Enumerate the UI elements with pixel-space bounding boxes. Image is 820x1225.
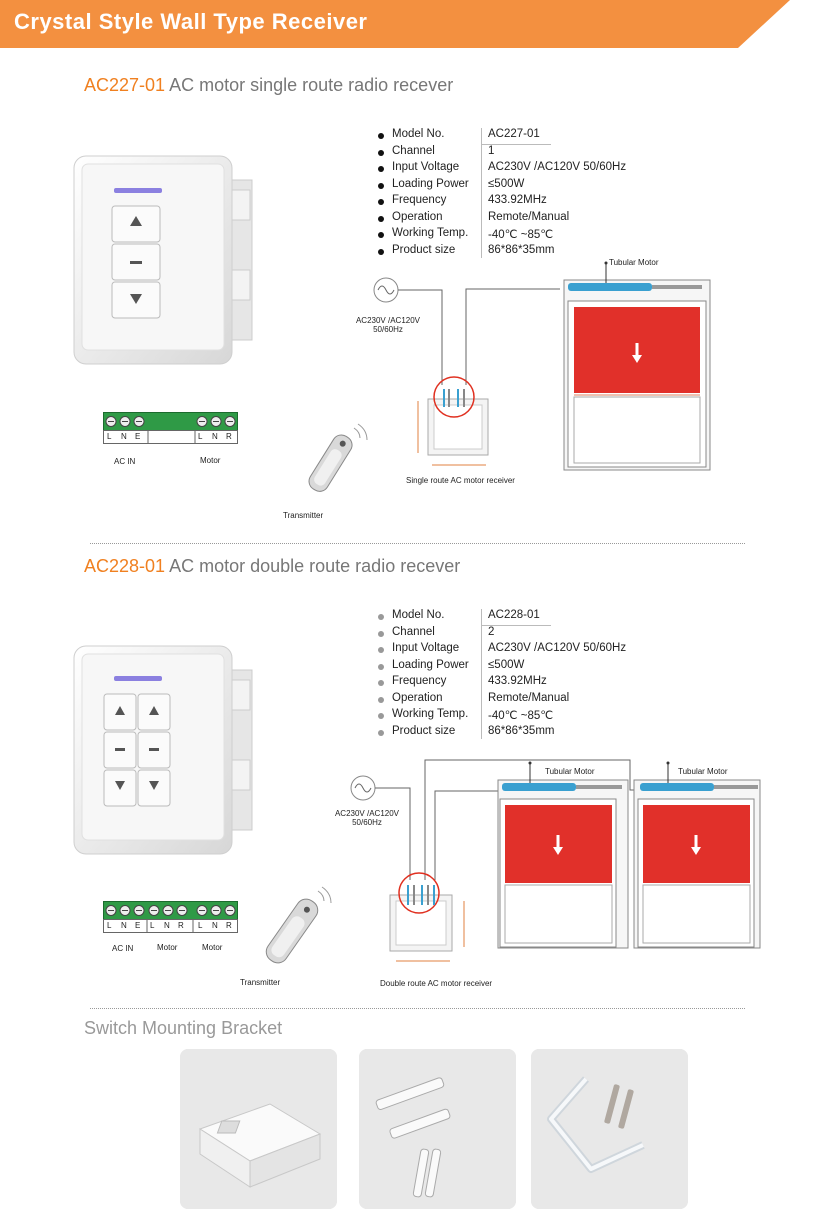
section-divider <box>90 543 745 544</box>
section1-title: AC motor single route radio recever <box>169 75 454 95</box>
page-title: Crystal Style Wall Type Receiver <box>14 9 368 34</box>
section1-receiver-label: Single route AC motor receiver <box>406 476 515 485</box>
section2-tubular-motor-label-2: Tubular Motor <box>678 767 728 776</box>
section1-tubular-motor-label: Tubular Motor <box>609 258 659 267</box>
section2-terminal-labels: L N E L N R L N R <box>107 921 232 930</box>
section1-power-label: AC230V /AC120V 50/60Hz <box>355 316 421 334</box>
section2-spec-table: Model No. AC228-01 Channel 2 Input Voltage AC230V /AC120V 50/60Hz Loading Power ≤500W Frequency 433.92MHz Operation Remote/Manual Working Temp. -40℃ ~85℃ Product size 86*86*35mm <box>378 609 648 741</box>
section2-motor-label-1: Motor <box>157 943 178 952</box>
section2-motor-label-2: Motor <box>202 943 223 952</box>
section2-transmitter-image <box>250 885 336 971</box>
section1-terminal-labels: L N E L N R <box>107 432 232 441</box>
section2-wiring-diagram <box>340 755 765 977</box>
section1-heading <box>84 75 453 96</box>
section1-spec-table: Model No. AC227-01 Channel 1 Input Voltage AC230V /AC120V 50/60Hz Loading Power ≤500W Frequency 433.92MHz Operation Remote/Manual Working Temp. -40℃ ~85℃ Product size 86*86*35mm <box>378 128 648 260</box>
bracket-frame-photo <box>531 1049 688 1209</box>
section2-tubular-motor-label-1: Tubular Motor <box>545 767 595 776</box>
single-switch-panel-image <box>72 150 267 380</box>
double-switch-panel-image <box>72 640 267 865</box>
section2-heading <box>84 556 460 577</box>
section3-title: Switch Mounting Bracket <box>84 1018 283 1038</box>
section2-ac-in-label: AC IN <box>112 944 134 953</box>
section2-power-label: AC230V /AC120V 50/60Hz <box>334 809 400 827</box>
motor-label: Motor <box>200 456 221 465</box>
section1-transmitter-label: Transmitter <box>283 511 324 520</box>
section1-wiring-diagram <box>370 255 720 490</box>
bracket-box-photo <box>180 1049 337 1209</box>
section2-title: AC motor double route radio recever <box>169 556 461 576</box>
section1-transmitter-image <box>292 422 370 502</box>
bracket-clips-photo <box>359 1049 516 1209</box>
section2-transmitter-label: Transmitter <box>240 978 281 987</box>
ac-in-label: AC IN <box>114 457 136 466</box>
section1-model-code: AC227-01 <box>84 75 166 95</box>
section2-model-code: AC228-01 <box>84 556 166 576</box>
section-divider <box>90 1008 745 1009</box>
section2-receiver-label: Double route AC motor receiver <box>380 979 493 988</box>
